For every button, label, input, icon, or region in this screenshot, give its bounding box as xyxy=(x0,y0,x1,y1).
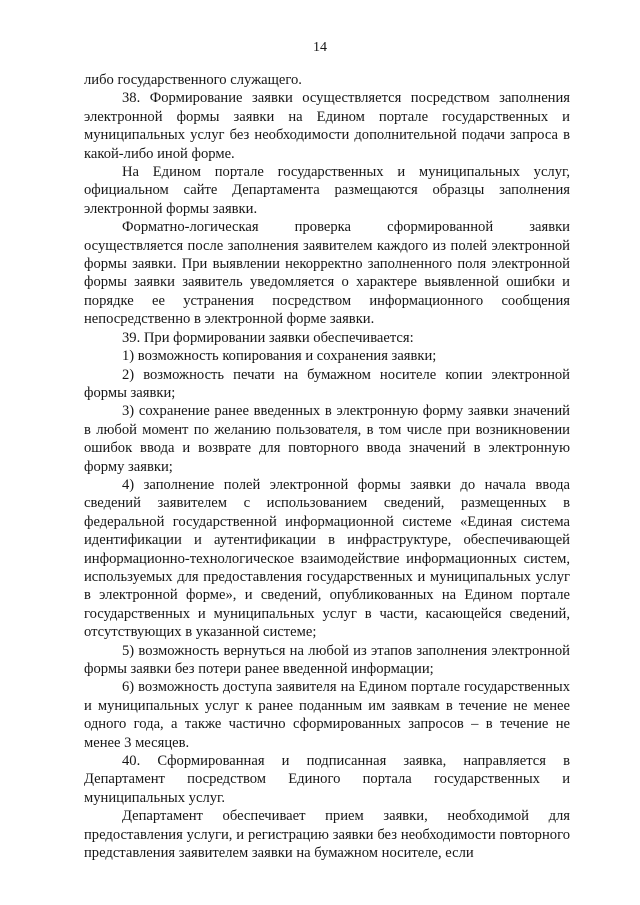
paragraph-39: 39. При формировании заявки обеспечивается: xyxy=(122,329,414,346)
list-item-3: 3) сохранение ранее введенных в электронную форму заявки значений в любой момент по желанию пользователя, в том числе при возникновении ошибок ввода и возврате для повторного ввода значений в электронную форму заявки; xyxy=(84,403,570,475)
list-item-6: 6) возможность доступа заявителя на Едином портале государственных и муниципальных услуг к ранее поданным им заявкам в течение не менее одного года, а также частично сформированных запросов – в течение не менее 3 месяцев. xyxy=(84,679,570,751)
list-item-2: 2) возможность печати на бумажном носителе копии электронной формы заявки; xyxy=(84,366,570,401)
page-number: 14 xyxy=(313,40,327,55)
document-body xyxy=(84,71,570,862)
list-item-5: 5) возможность вернуться на любой из этапов заполнения электронной формы заявки без потери ранее введенной информации; xyxy=(84,642,570,677)
paragraph-40: 40. Сформированная и подписанная заявка, направляется в Департамент посредством Единого портала государственных и муниципальных услуг. xyxy=(84,753,570,806)
paragraph-continuation: либо государственного служащего. xyxy=(84,72,302,88)
paragraph-department: Департамент обеспечивает прием заявки, необходимой для предоставления услуги, и регистрацию заявки без необходимости повторного представления заявителем заявки на бумажном носителе, если xyxy=(84,808,570,862)
list-item-4: 4) заполнение полей электронной формы заявки до начала ввода сведений заявителем с использованием сведений, размещенных в федеральной государственной информационной системе «Единая система идентификации и аутентификации в инфраструктуре, обеспечивающей информационно-технологическое взаимодействие информационных систем, используемых для предоставления государственных и муниципальных услуг в электронной форме», и сведений, опубликованных на Едином портале государственных и муниципальных услуг в части, касающейся сведений, отсутствующих в указанной системе; xyxy=(84,476,570,641)
list-item-1: 1) возможность копирования и сохранения заявки; xyxy=(122,348,437,365)
paragraph-38: 38. Формирование заявки осуществляется посредством заполнения электронной формы заявки на Едином портале государственных и муниципальных услуг без необходимости дополнительной подачи запроса в какой-либо иной форме. xyxy=(84,90,570,162)
paragraph-samples: На Едином портале государственных и муниципальных услуг, официальном сайте Департамента размещаются образцы заполнения электронной формы заявки. xyxy=(84,164,570,217)
paragraph-format-check: Форматно-логическая проверка сформированной заявки осуществляется после заполнения заявителем каждого из полей электронной формы заявки. При выявлении некорректно заполненного поля электронной формы заявки заявитель уведомляется о характере выявленной ошибки и порядке ее устранения посредством информационного сообщения непосредственно в электронной форме заявки. xyxy=(84,219,570,328)
